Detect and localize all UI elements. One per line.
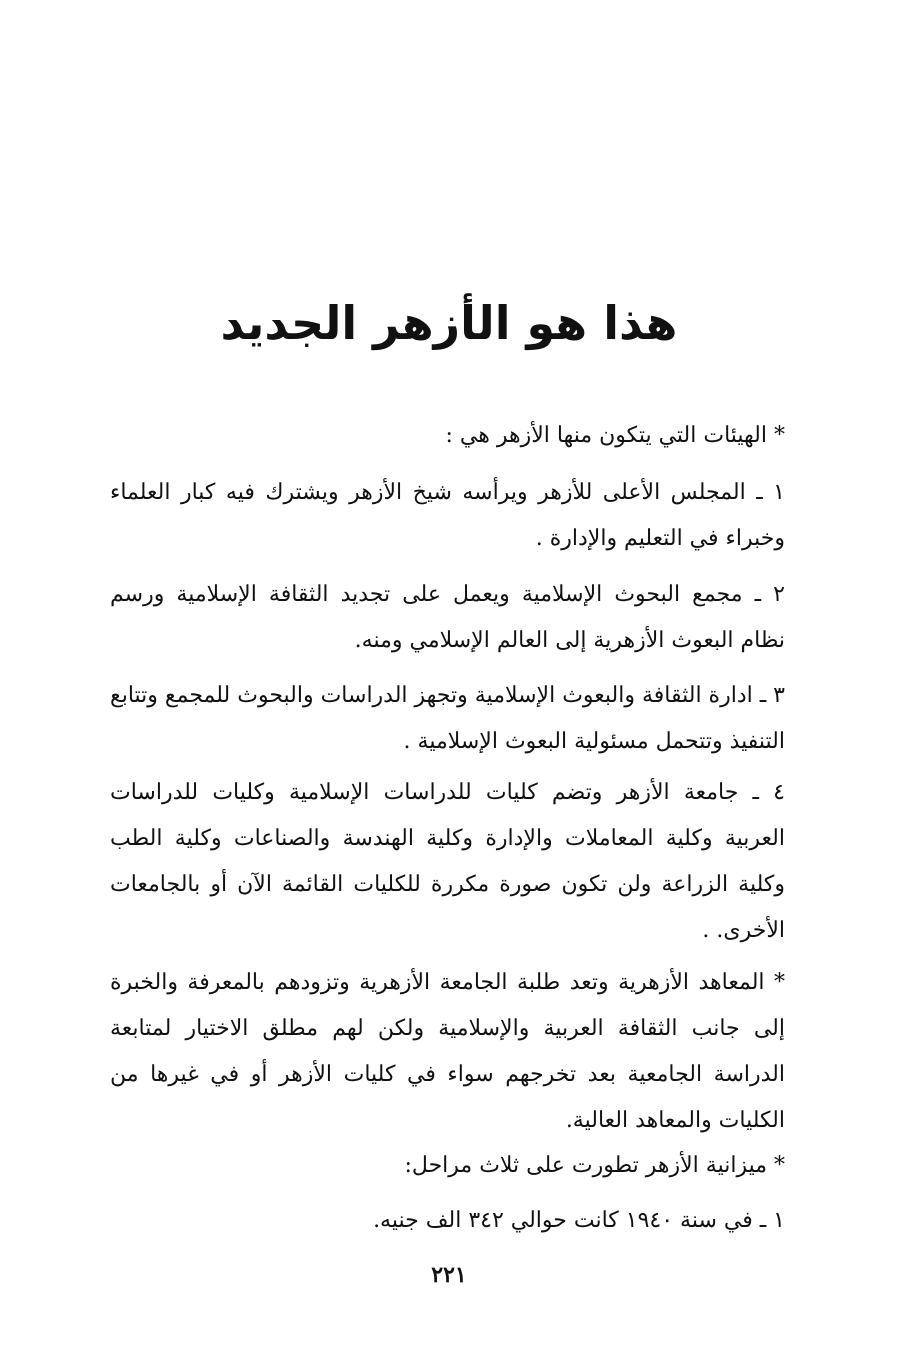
paragraph-item-4: ٤ ـ جامعة الأزهر وتضم كليات للدراسات الإسلامية وكليات للدراسات العربية وكلية المعاملات والإدارة وكلية الهندسة والصناعات وكلية الطب وكلية الزراعة ولن تكون صورة مكررة للكليات القائمة الآن أو بالجامعات الأخرى. .: [110, 780, 785, 943]
paragraph-item-2: ٢ ـ مجمع البحوث الإسلامية ويعمل على تجديد الثقافة الإسلامية ورسم نظام البعوث الأزهرية إلى العالم الإسلامي ومنه.: [110, 582, 785, 653]
page-title: هذا هو الأزهر الجديد: [220, 296, 678, 350]
paragraph-budget-intro: * ميزانية الأزهر تطورت على ثلاث مراحل:: [404, 1153, 785, 1178]
page-number: ٢٢١: [431, 1262, 467, 1288]
paragraph-bodies-intro: * الهيئات التي يتكون منها الأزهر هي :: [445, 423, 785, 448]
paragraph-institutes: * المعاهد الأزهرية وتعد طلبة الجامعة الأزهرية وتزودهم بالمعرفة والخبرة إلى جانب الثقافة العربية والإسلامية ولكن لهم مطلق الاختيار لمتابعة الدراسة الجامعية بعد تخرجهم سواء في كليات الأزهر أو في غيرها من الكليات والمعاهد العالية.: [110, 970, 785, 1133]
paragraph-budget-1940: ١ ـ في سنة ١٩٤٠ كانت حوالي ٣٤٢ الف جنيه.: [373, 1208, 785, 1233]
paragraph-item-1: ١ ـ المجلس الأعلى للأزهر ويرأسه شيخ الأزهر ويشترك فيه كبار العلماء وخبراء في التعليم والإدارة .: [110, 480, 785, 551]
paragraph-item-3: ٣ ـ ادارة الثقافة والبعوث الإسلامية وتجهز الدراسات والبحوث للمجمع وتتابع التنفيذ وتتحمل مسئولية البعوث الإسلامية .: [110, 683, 785, 754]
